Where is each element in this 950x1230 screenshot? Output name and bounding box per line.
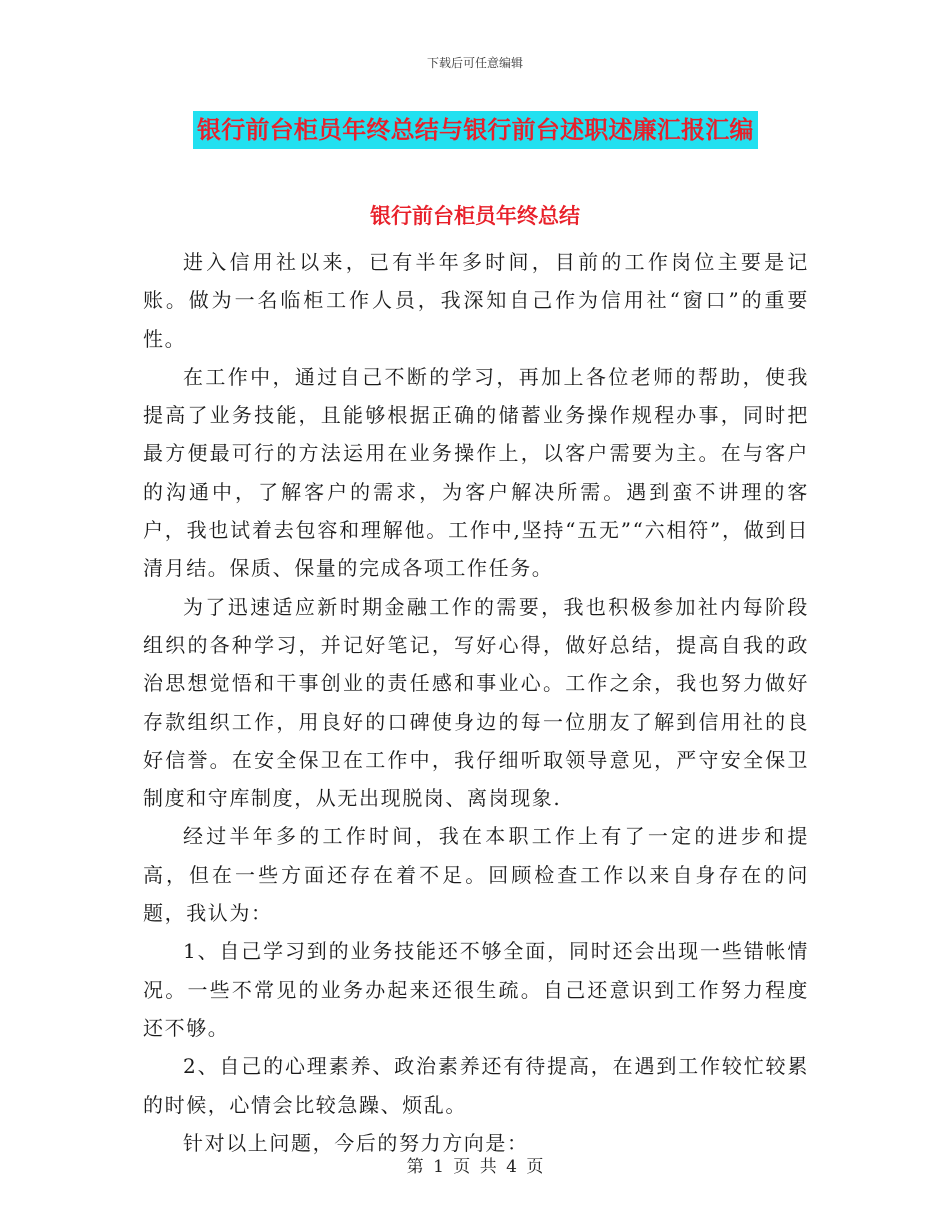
paragraph: 进入信用社以来，已有半年多时间，目前的工作岗位主要是记账。做为一名临柜工作人员，我深知自己作为信用社“窗口”的重要性。 bbox=[143, 250, 809, 351]
page-number: 第 1 页 共 4 页 bbox=[406, 1157, 544, 1177]
paragraph: 经过半年多的工作时间，我在本职工作上有了一定的进步和提高，但在一些方面还存在着不足。回顾检查工作以来自身存在的问题，我认为： bbox=[143, 824, 809, 926]
paragraph: 在工作中，通过自己不断的学习，再加上各位老师的帮助，使我提高了业务技能，且能够根据正确的储蓄业务操作规程办事，同时把最方便最可行的方法运用在业务操作上，以客户需要为主。在与客户的沟通中，了解客户的需求，为客户解决所需。遇到蛮不讲理的客户，我也试着去包容和理解他。工作中,坚持“五无”“六相符”，做到日清月结。保质、保量的完成各项工作任务。 bbox=[143, 364, 809, 581]
header-note: 下载后可任意编辑 bbox=[426, 56, 523, 70]
document-body bbox=[143, 243, 809, 1162]
section-title: 银行前台柜员年终总结 bbox=[370, 204, 580, 228]
document-title: 银行前台柜员年终总结与银行前台述职述廉汇报汇编 bbox=[193, 111, 758, 149]
paragraph: 1、自己学习到的业务技能还不够全面，同时还会出现一些错帐情况。一些不常见的业务办起来还很生疏。自己还意识到工作努力程度还不够。 bbox=[143, 939, 809, 1040]
paragraph: 为了迅速适应新时期金融工作的需要，我也积极参加社内每阶段组织的各种学习，并记好笔记，写好心得，做好总结，提高自我的政治思想觉悟和干事创业的责任感和事业心。工作之余，我也努力做好存款组织工作，用良好的口碑使身边的每一位朋友了解到信用社的良好信誉。在安全保卫在工作中，我仔细听取领导意见，严守安全保卫制度和守库制度，从无出现脱岗、离岗现象. bbox=[143, 594, 809, 811]
paragraph: 2、自己的心理素养、政治素养还有待提高，在遇到工作较忙较累的时候，心情会比较急躁、烦乱。 bbox=[143, 1054, 809, 1117]
paragraph: 针对以上问题，今后的努力方向是： bbox=[183, 1130, 529, 1155]
